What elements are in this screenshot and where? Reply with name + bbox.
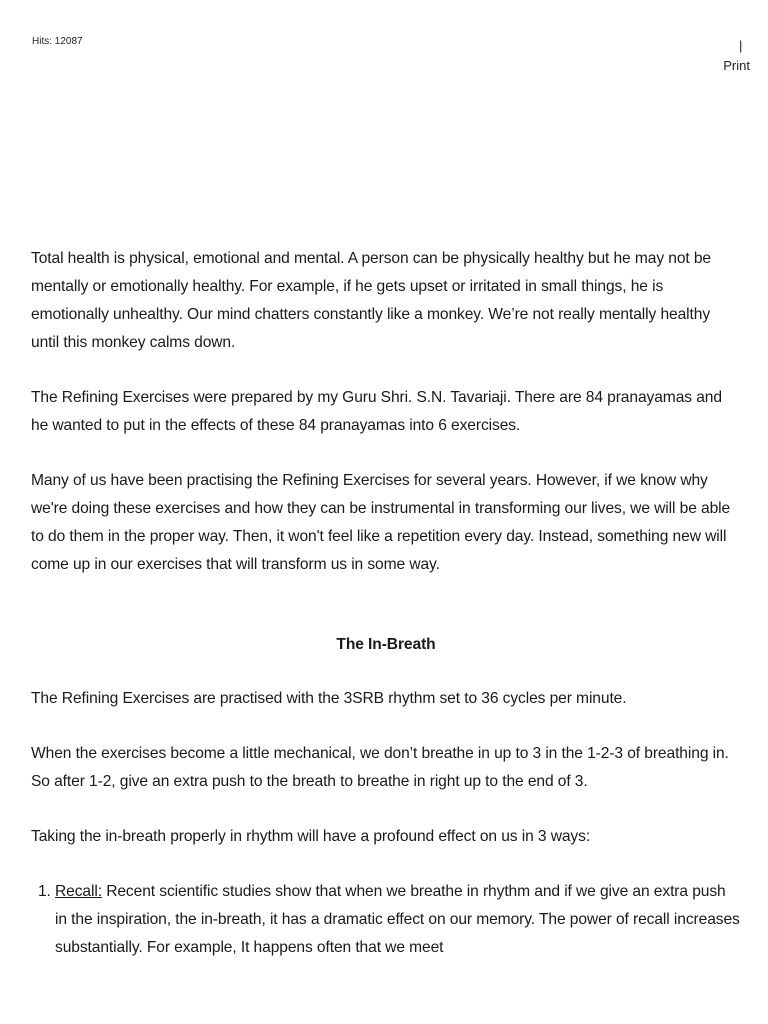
list-item (55, 878, 741, 962)
hits-counter: Hits: 12087 (32, 36, 83, 47)
list-item-text: Recent scientific studies show that when we breathe in rhythm and if we give an extra push in the inspiration, the in-breath, it has a dramatic effect on our memory. The power of recall increases substantially. For example, It happens often that we meet (55, 883, 740, 956)
numbered-list (31, 878, 741, 962)
article-paragraph: Taking the in-breath properly in rhythm will have a profound effect on us in 3 ways: (31, 828, 591, 845)
article-paragraph: The Refining Exercises are practised with the 3SRB rhythm set to 36 cycles per minute. (31, 690, 627, 707)
toolbar-separator: | (738, 38, 743, 53)
print-link[interactable]: Print (723, 58, 750, 73)
list-item-term: Recall: (55, 883, 102, 900)
article-paragraph: Total health is physical, emotional and mental. A person can be physically healthy but he may not be mentally or emotionally healthy. For example, if he gets upset or irritated in small things, he is emotionally unhealthy. Our mind chatters constantly like a monkey. We’re not really mentally healthy until this monkey calms down. (31, 250, 712, 351)
article-paragraph: When the exercises become a little mechanical, we don’t breathe in up to 3 in the 1-2-3 of breathing in. So after 1-2, give an extra push to the breath to breathe in right up to the end of 3. (31, 745, 729, 790)
article-paragraph: Many of us have been practising the Refining Exercises for several years. However, if we know why we're doing these exercises and how they can be instrumental in transforming our lives, we will be able to do them in the proper way. Then, it won't feel like a repetition every day. Instead, something new will come up in our exercises that will transform us in some way. (31, 472, 731, 573)
article-paragraph: The Refining Exercises were prepared by my Guru Shri. S.N. Tavariaji. There are 84 pranayamas and he wanted to put in the effects of these 84 pranayamas into 6 exercises. (31, 389, 722, 434)
article-body (31, 245, 741, 962)
section-heading: The In-Breath (336, 636, 436, 653)
print-toolbar (723, 36, 750, 76)
